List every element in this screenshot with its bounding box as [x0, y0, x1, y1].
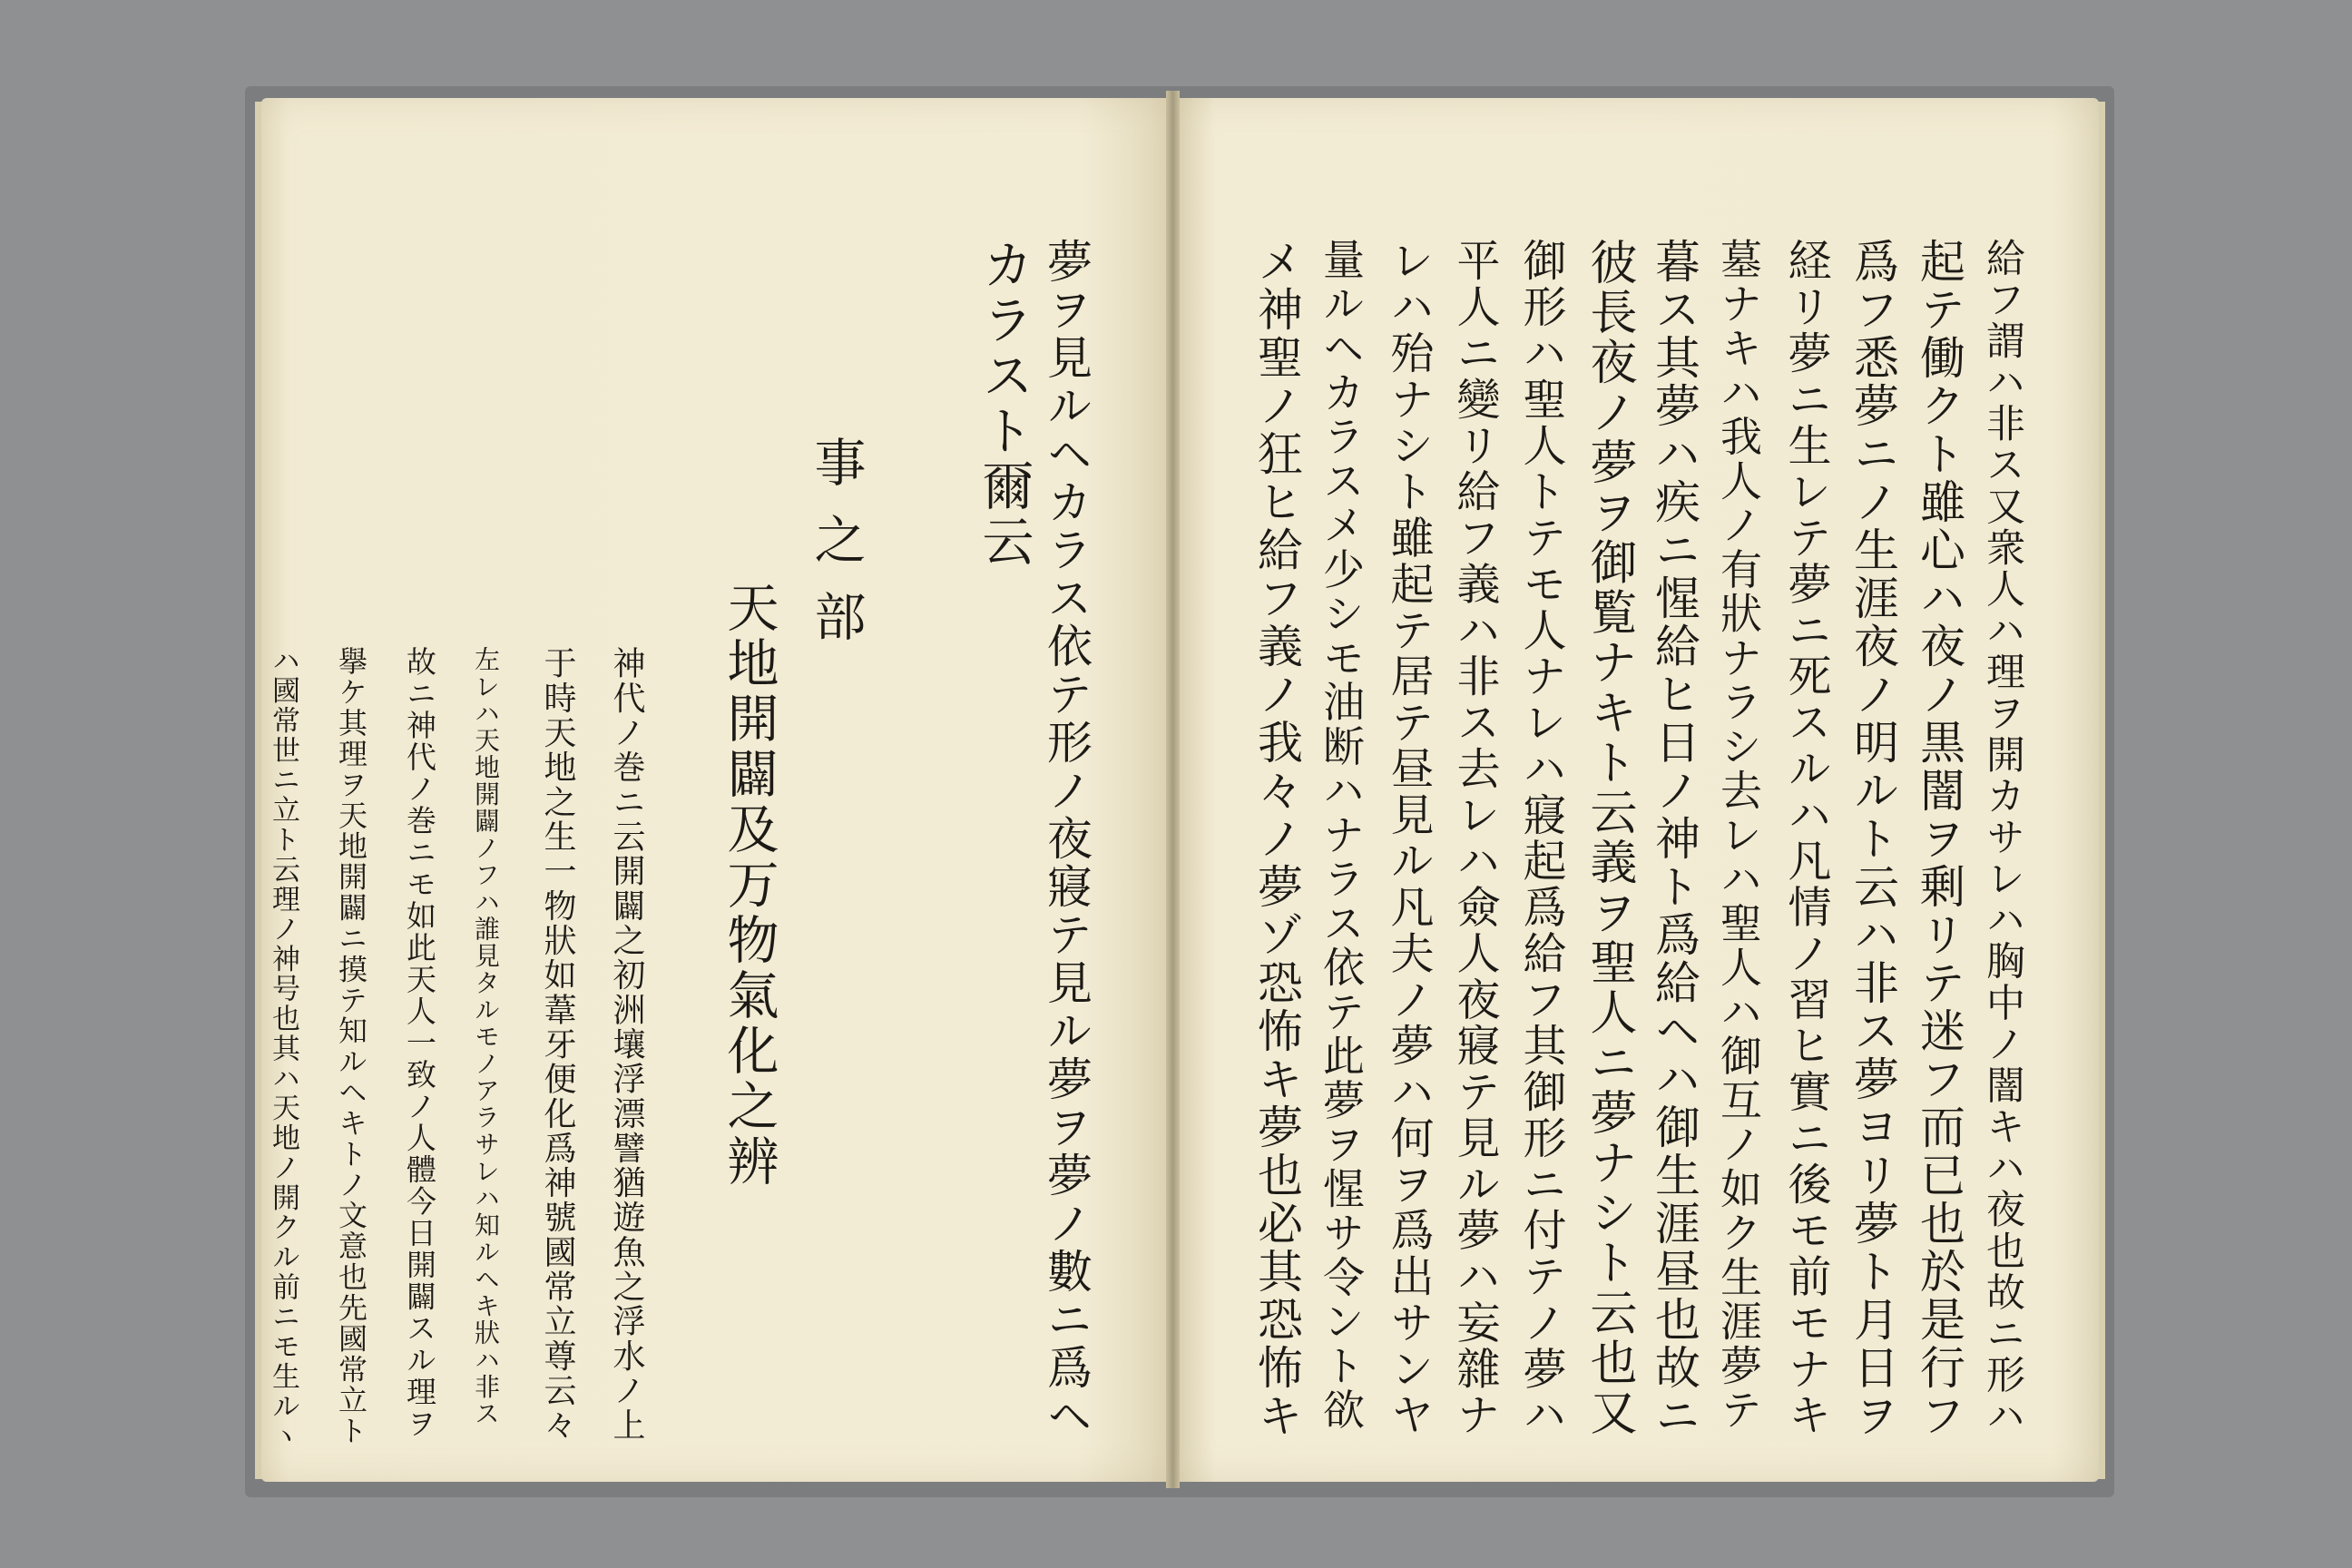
left-page-body-column-5: 擧ケ其理ヲ天地開闢ニ摸テ知ルヘキトノ文意也先國常立ト [334, 646, 368, 1446]
right-page-column-6: 暮ス其夢ハ疾ニ惺給ヒ日ノ神ト爲給ヘハ御生涯昼也故ニ [1648, 238, 1700, 1440]
left-page-lead-column-1: 夢ヲ見ルヘカラス依テ形ノ夜寢テ見ル夢ヲ夢ノ數ニ爲ヘ [1040, 238, 1093, 1440]
right-page-column-1: 給フ謂ハ非ス又衆人ハ理ヲ開カサレハ胸中ノ闇キハ夜也故ニ形ハ [1980, 238, 2025, 1437]
right-page-column-8: 御形ハ聖人トテモ人ナレハ寢起爲給フ其御形ニ付テノ夢ハ [1515, 238, 1566, 1438]
left-page-body-column-1: 神代ノ巻ニ云開闢之初洲壤浮漂譬猶遊魚之浮水ノ上 [608, 646, 645, 1443]
left-page-body-column-3: 左レハ天地開闢ノフハ誰見タルモノアラサレハ知ルヘキ狀ハ非ス [471, 646, 501, 1427]
left-page-body-column-4: 故ニ神代ノ巻ニモ如此天人一致ノ人體今日開闢スル理ヲ [402, 646, 437, 1440]
right-page-column-7: 彼長夜ノ夢ヲ御覧ナキト云義ヲ聖人ニ夢ナシト云也又 [1582, 238, 1636, 1438]
right-page-column-2: 起テ働クト雖心ハ夜ノ黒闇ヲ剰リテ迷フ而已也於是行フ [1913, 238, 1965, 1440]
right-page-column-10: レハ殆ナシト雖起テ居テ昼見ル凡夫ノ夢ハ何ヲ爲出サンヤ [1383, 238, 1434, 1438]
right-page-column-9: 平人ニ變リ給フ義ハ非ス去レハ僉人夜寢テ見ル夢ハ妄雜ナ [1449, 238, 1500, 1438]
section-subheading: 天地開闢及万物氣化之辨 [719, 581, 779, 1190]
right-page-column-4: 経リ夢ニ生レテ夢ニ死スルハ凡情ノ習ヒ實ニ後モ前モナキ [1780, 238, 1831, 1438]
show-through-text [416, 234, 490, 289]
section-heading: 事之部 [806, 436, 866, 667]
left-page-body-column-6: ハ國常世ニ立ト云理ノ神号也其ハ天地ノ開クル前ニモ生ルヽ [267, 646, 299, 1452]
right-page-column-11: 量ルヘカラスメ少シモ油断ハナラス依テ此夢ヲ惺サ令ント欲 [1317, 238, 1366, 1433]
right-page-edge [2098, 102, 2105, 1479]
left-page-lead-column-2: カラスト爾云 [974, 238, 1034, 570]
book-gutter [1166, 91, 1180, 1488]
right-page-column-5: 墓ナキハ我人ノ有狀ナラシ去レハ聖人ハ御互ノ如ク生涯夢テ [1714, 238, 1763, 1433]
right-page-column-12: メ神聖ノ狂ヒ給フ義ノ我々ノ夢ゾ恐怖キ夢也必其恐怖キ [1250, 238, 1303, 1440]
left-page-body-column-2: 于時天地之生一物狀如葦牙便化爲神號國常立尊云々 [539, 646, 576, 1443]
right-page-column-3: 爲フ悉夢ニノ生涯夜ノ明ルト云ハ非ス夢ヨリ夢ト月日ヲ [1847, 238, 1899, 1440]
